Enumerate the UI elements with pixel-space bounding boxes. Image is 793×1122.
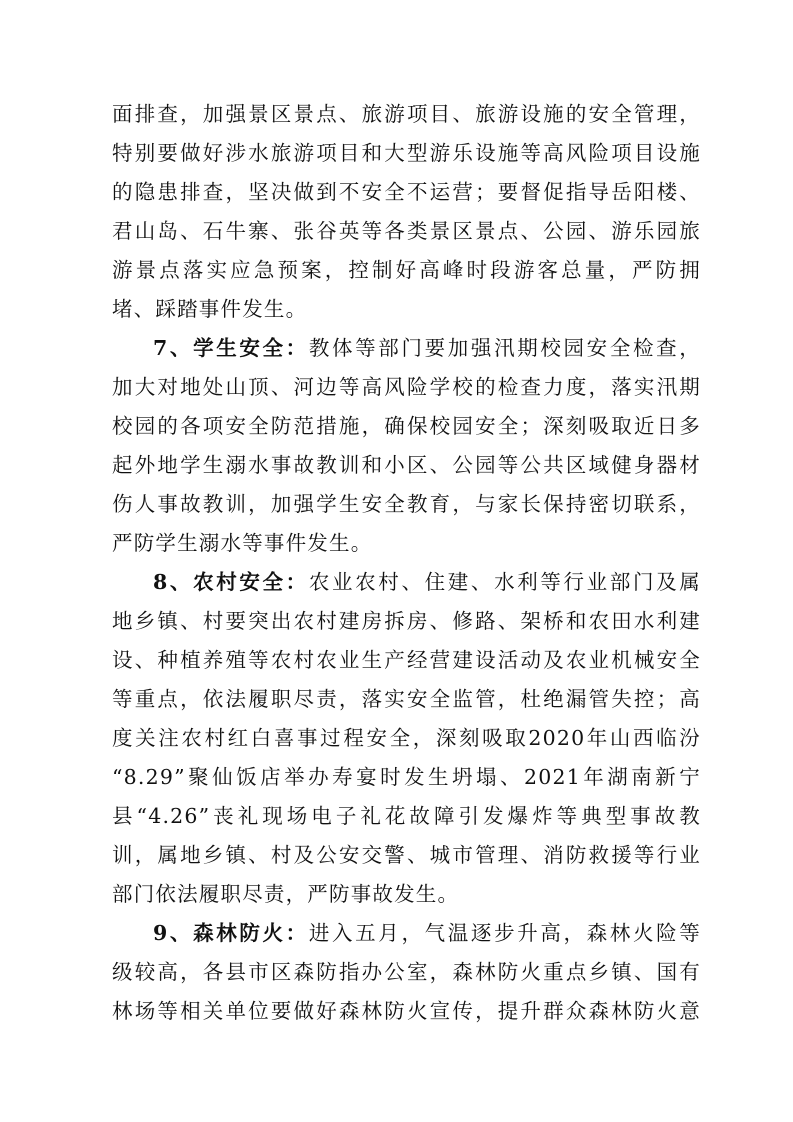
text-line — [112, 329, 701, 368]
text-line: 特别要做好涉水旅游项目和大型游乐设施等高风险项目设施 — [112, 141, 701, 165]
text-line: 的隐患排查，坚决做到不安全不运营；要督促指导岳阳楼、 — [112, 180, 701, 204]
text-line: 校园的各项安全防范措施，确保校园安全；深刻吸取近日多 — [112, 414, 701, 438]
section-heading: 9、森林防火： — [153, 921, 309, 945]
text-line: 部门依法履职尽责，严防事故发生。 — [112, 882, 460, 906]
text-line: 县“4.26”丧礼现场电子礼花故障引发爆炸等典型事故教 — [112, 804, 701, 828]
text-line — [112, 914, 701, 953]
text-line-body: 农业农村、住建、水利等行业部门及属 — [308, 570, 701, 594]
text-line: 君山岛、石牛寨、张谷英等各类景区景点、公园、游乐园旅 — [112, 219, 701, 243]
text-line: 地乡镇、村要突出农村建房拆房、修路、架桥和农田水利建 — [112, 609, 701, 633]
section-heading: 8、农村安全： — [153, 570, 309, 594]
paragraph-rural-safety — [112, 563, 701, 914]
section-heading: 7、学生安全： — [153, 336, 309, 360]
text-line: 堵、踩踏事件发生。 — [112, 297, 308, 321]
text-line: “8.29”聚仙饭店举办寿宴时发生坍塌、2021年湖南新宁 — [112, 765, 701, 789]
text-line-body: 进入五月，气温逐步升高，森林火险等 — [308, 921, 701, 945]
text-line: 训，属地乡镇、村及公安交警、城市管理、消防救援等行业 — [112, 843, 701, 867]
text-line: 加大对地处山顶、河边等高风险学校的检查力度，落实汛期 — [112, 375, 701, 399]
text-line-body: 教体等部门要加强汛期校园安全检查， — [308, 336, 701, 360]
text-line: 设、种植养殖等农村农业生产经营建设活动及农业机械安全 — [112, 648, 701, 672]
paragraph-tourism-safety-continued — [112, 95, 701, 329]
text-line: 起外地学生溺水事故教训和小区、公园等公共区域健身器材 — [112, 453, 701, 477]
text-line: 严防学生溺水等事件发生。 — [112, 531, 373, 555]
text-line: 伤人事故教训，加强学生安全教育，与家长保持密切联系， — [112, 492, 701, 516]
text-line — [112, 563, 701, 602]
text-line: 面排查，加强景区景点、旅游项目、旅游设施的安全管理， — [112, 102, 701, 126]
text-line: 度关注农村红白喜事过程安全，深刻吸取2020年山西临汾 — [112, 726, 701, 750]
paragraph-student-safety — [112, 329, 701, 563]
text-line: 等重点，依法履职尽责，落实安全监管，杜绝漏管失控；高 — [112, 687, 701, 711]
text-line: 游景点落实应急预案，控制好高峰时段游客总量，严防拥 — [112, 258, 701, 282]
paragraph-forest-fire-prevention — [112, 914, 701, 1031]
text-line: 林场等相关单位要做好森林防火宣传，提升群众森林防火意 — [112, 999, 701, 1023]
text-line: 级较高，各县市区森防指办公室，森林防火重点乡镇、国有 — [112, 960, 701, 984]
